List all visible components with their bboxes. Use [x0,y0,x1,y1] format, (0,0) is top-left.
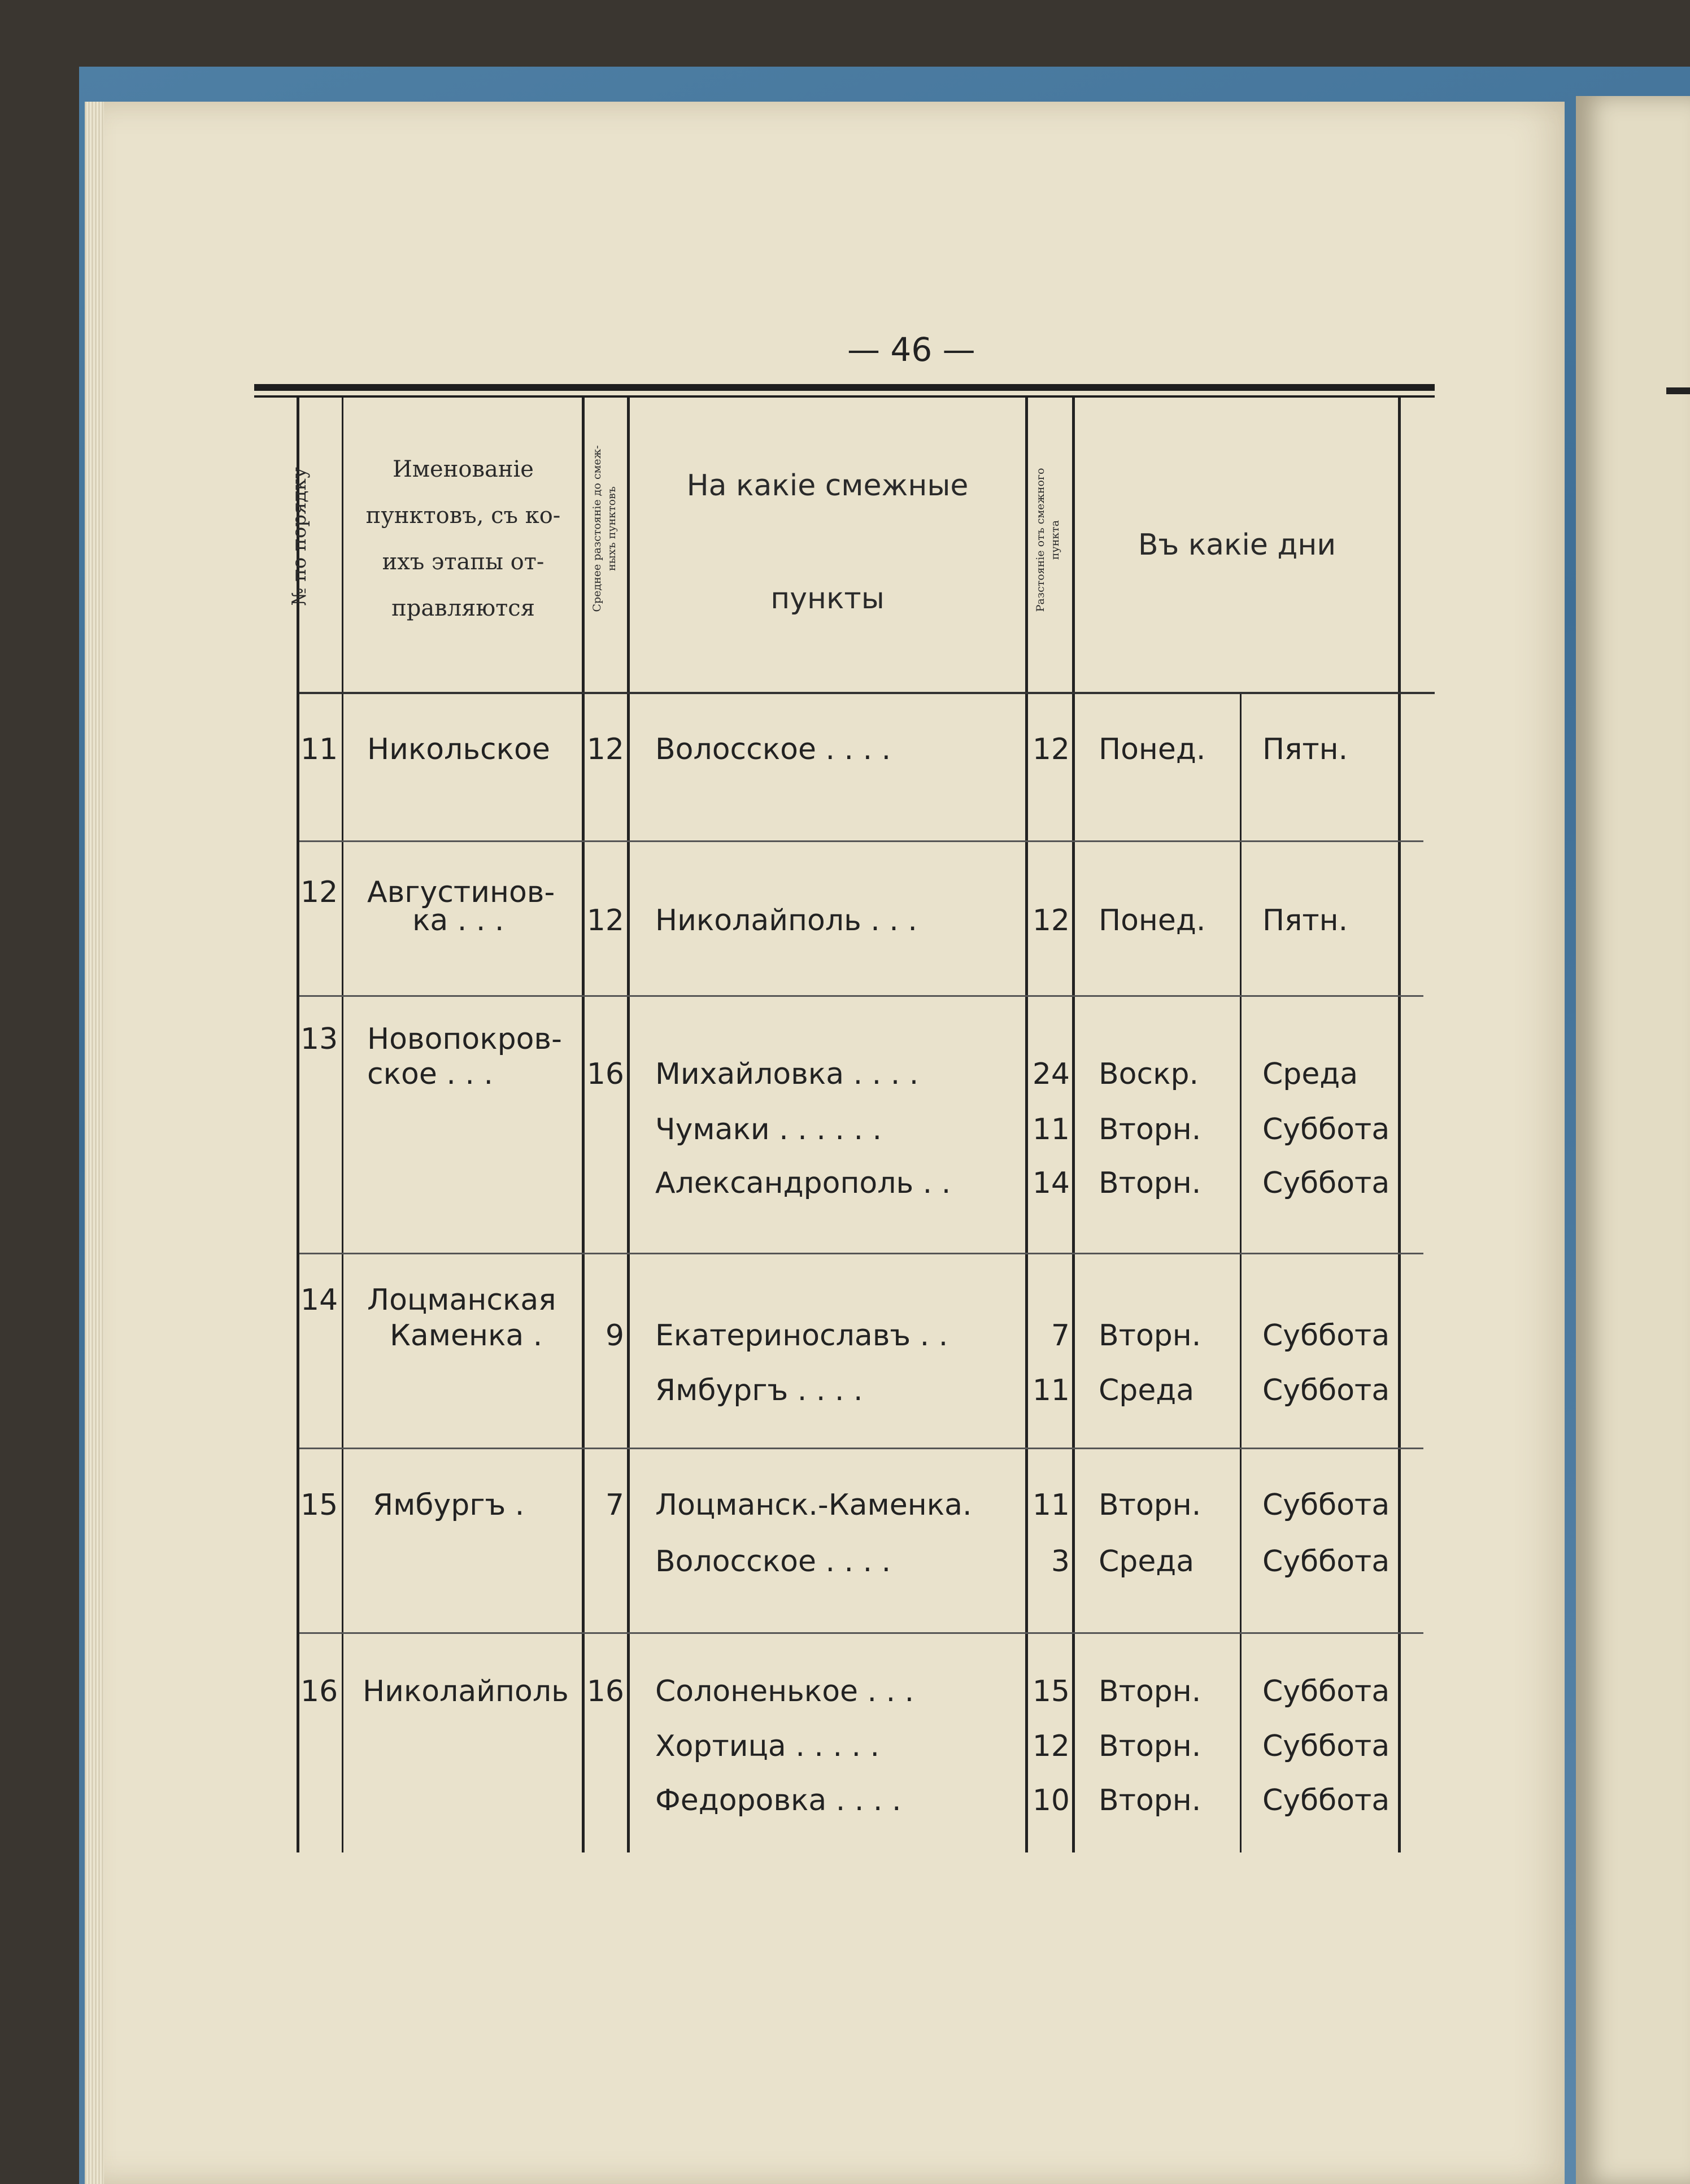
destination-distance: 10 [1032,1784,1070,1817]
destination: Александрополь . . [655,1166,951,1200]
column-divider [1072,398,1075,1852]
origin-name: Новопокров- [367,1022,562,1056]
day-first: Вторн. [1099,1166,1201,1200]
day-first: Вторн. [1099,1675,1201,1708]
facing-page-rule [1666,387,1690,394]
destination-distance: 12 [1032,1729,1070,1763]
table-top-rule [254,384,1435,391]
header-divider [299,692,1435,694]
day-second: Суббота [1262,1545,1390,1579]
origin-name: Августинов- [367,875,555,909]
header-distance-line: пункта [1049,520,1061,560]
destination: Чумаки . . . . . . [655,1113,882,1147]
day-first: Среда [1099,1374,1195,1407]
avg-distance: 9 [605,1319,624,1353]
day-first: Среда [1099,1545,1195,1579]
schedule-table [254,384,1435,1852]
row-divider [299,995,1423,997]
avg-distance: 16 [586,1057,624,1091]
row-number: 15 [300,1488,338,1522]
avg-distance: 12 [586,904,624,938]
header-distance [1033,416,1062,664]
header-name-line: ихъ этапы от- [382,549,545,575]
destination-distance: 12 [1032,733,1070,766]
day-first: Воскр. [1099,1057,1199,1091]
row-number: 13 [300,1022,338,1056]
day-second: Суббота [1262,1113,1390,1147]
origin-name: Николайполь [363,1675,569,1708]
day-first: Понед. [1099,733,1206,766]
day-first: Вторн. [1099,1729,1201,1763]
header-distance-line: Разстояніе отъ смежного [1034,468,1047,612]
destination: Солоненькое . . . [655,1675,914,1708]
column-divider [582,398,585,1852]
header-name-line: правляются [391,595,535,621]
destination: Екатеринославъ . . [655,1319,948,1353]
destination-distance: 11 [1032,1374,1070,1407]
day-first: Вторн. [1099,1784,1201,1817]
column-divider [1398,398,1401,1852]
row-divider [299,1632,1423,1634]
day-second: Суббота [1262,1374,1390,1407]
origin-name: ка . . . [412,904,504,938]
header-avg-distance-line: Среднее разстояніе до смеж- [591,445,603,612]
row-number: 11 [300,733,338,766]
day-second: Суббота [1262,1675,1390,1708]
header-days: Въ какіе дни [1138,528,1336,562]
destination-distance: 7 [1051,1319,1070,1353]
destination-distance: 11 [1032,1488,1070,1522]
row-divider [299,1253,1423,1254]
table-top-rule-thin [254,395,1435,398]
header-destinations [630,463,1025,621]
origin-name: Каменка . [390,1319,543,1353]
day-first: Вторн. [1099,1113,1201,1147]
avg-distance: 16 [586,1675,624,1708]
row-number: 14 [300,1283,338,1317]
header-avg-distance-line: ныхъ пунктовъ [606,486,618,571]
row-number: 12 [300,875,338,909]
origin-name: Ямбургъ . [373,1488,525,1522]
destination: Лоцманск.-Каменка. [655,1488,972,1522]
page-stack-edge [85,102,104,2184]
destination: Ямбургъ . . . . [655,1374,863,1407]
origin-name: Лоцманская [367,1283,556,1317]
origin-name: ское . . . [367,1057,493,1091]
day-second: Среда [1262,1057,1358,1091]
destination: Федоровка . . . . [655,1784,901,1817]
destination: Волосское . . . . [655,733,891,766]
header-avg-distance [590,399,619,659]
day-second: Суббота [1262,1166,1390,1200]
destination-distance: 11 [1032,1113,1070,1147]
row-divider [299,1448,1423,1449]
column-divider [1240,692,1242,1852]
destination: Волосское . . . . [655,1545,891,1579]
destination: Николайполь . . . [655,904,917,938]
day-second: Суббота [1262,1784,1390,1817]
destination-distance: 15 [1032,1675,1070,1708]
header-destinations-line: пункты [770,582,885,616]
day-first: Вторн. [1099,1488,1201,1522]
day-first: Вторн. [1099,1319,1201,1353]
destination-distance: 24 [1032,1057,1070,1091]
header-name-line: пунктовъ, съ ко- [365,503,561,529]
destination-distance: 3 [1051,1545,1070,1579]
header-name-line: Именованіе [393,456,534,482]
header-destinations-line: На какіе смежные [686,469,969,503]
column-divider [342,398,343,1852]
row-number: 16 [300,1675,338,1708]
row-divider [299,840,1423,842]
destination-distance: 14 [1032,1166,1070,1200]
facing-page [1576,96,1690,2184]
destination: Михайловка . . . . [655,1057,919,1091]
destination-distance: 12 [1032,904,1070,938]
day-second: Суббота [1262,1319,1390,1353]
origin-name: Никольское [367,733,550,766]
avg-distance: 12 [586,733,624,766]
day-second: Пятн. [1262,733,1348,766]
header-number: № по порядку [288,467,311,606]
day-second: Суббота [1262,1488,1390,1522]
destination: Хортица . . . . . [655,1729,880,1763]
avg-distance: 7 [605,1488,624,1522]
day-second: Пятн. [1262,904,1348,938]
header-name [345,446,582,631]
day-first: Понед. [1099,904,1206,938]
day-second: Суббота [1262,1729,1390,1763]
